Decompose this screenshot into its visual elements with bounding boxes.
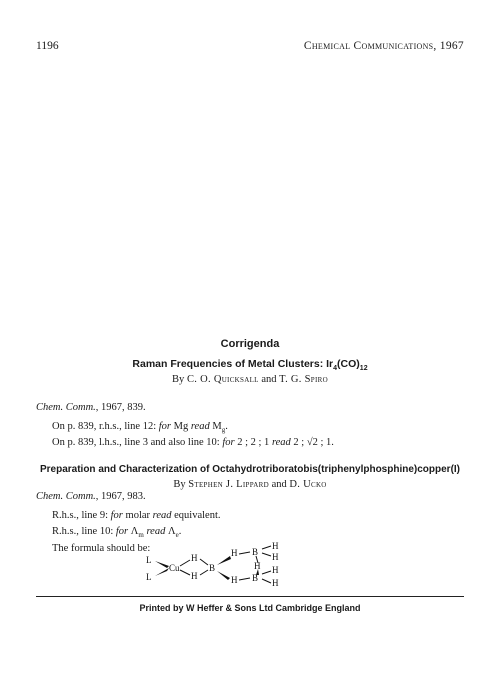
- item1-author2: T. G. Spiro: [279, 374, 328, 385]
- structural-formula: [140, 542, 300, 588]
- bond-b-h4: [217, 571, 230, 580]
- item1-line2-for: for: [222, 437, 235, 448]
- bond-b3-h8: [262, 579, 271, 583]
- item2-line2-post-sub: e: [175, 531, 179, 540]
- item1-line1-for: for: [158, 421, 172, 432]
- bond-h1-b: [200, 559, 208, 565]
- atom-b3: B: [252, 573, 259, 583]
- bond-cu-h2: [180, 570, 190, 575]
- item1-line1-pre: On p. 839, r.h.s., line 12:: [52, 421, 157, 432]
- item2-and: and: [271, 479, 287, 490]
- item1-line2-read: read: [271, 437, 291, 448]
- item2-line2-post: Λ: [167, 526, 176, 537]
- atom-h7: H: [272, 565, 279, 575]
- item2-line2-end: .: [178, 526, 182, 537]
- bond-b-h3: [217, 556, 231, 565]
- item1-and: and: [261, 374, 277, 385]
- item2-line1-pre: R.h.s., line 9:: [52, 510, 109, 521]
- item1-line1-post: M: [212, 421, 222, 432]
- section-title: Corrigenda: [220, 338, 280, 350]
- atom-h1: H: [191, 553, 198, 563]
- item2-citation: [36, 491, 146, 502]
- atom-cu: Cu: [169, 563, 180, 573]
- item1-line2-post: 2 ; √2 ; 1.: [293, 437, 334, 448]
- atom-l2: L: [146, 572, 152, 582]
- item1-citation-rest: , 1967, 839.: [95, 402, 146, 413]
- item1-line2-pre: On p. 839, l.h.s., line 3 and also line 10:: [52, 437, 220, 448]
- item1-author1: C. O. Quicksall: [186, 374, 259, 385]
- item2-title: Preparation and Characterization of Octahydrotriboratobis(triphenylphosphine)copper(I): [39, 464, 461, 475]
- item2-line2-pre: R.h.s., line 10:: [52, 526, 114, 537]
- bond-h3-b2: [239, 552, 250, 554]
- atom-l1: L: [146, 555, 152, 565]
- item1-by: By: [172, 374, 185, 385]
- bond-b2-h6: [262, 553, 271, 556]
- item1-title-sub2: 12: [359, 365, 368, 373]
- formula-intro: The formula should be:: [52, 543, 151, 554]
- item1-line1-mid: Mg: [173, 421, 189, 432]
- item2-line2-read: read: [146, 526, 166, 537]
- atom-h2: H: [191, 571, 198, 581]
- page-number: 1196: [36, 40, 59, 52]
- bond-l2-cu: [155, 568, 169, 576]
- atom-h8: H: [272, 578, 279, 588]
- item1-authors: [0, 374, 500, 385]
- item2-line1-read: read: [152, 510, 172, 521]
- item2-line1-mid: molar: [125, 510, 151, 521]
- bond-cu-h1: [180, 560, 190, 566]
- item2-line1-for: for: [110, 510, 123, 521]
- item1-title-mid: (CO): [337, 358, 360, 370]
- item2-by: By: [173, 479, 186, 490]
- atom-b2: B: [252, 547, 259, 557]
- item1-line1-end: .: [225, 421, 228, 432]
- item2-citation-rest: , 1967, 983.: [95, 491, 146, 502]
- item1-title: [0, 358, 500, 372]
- printer-line: Printed by W Heffer & Sons Ltd Cambridge England: [139, 603, 361, 613]
- item2-line1: [52, 510, 221, 521]
- item2-author1: Stephen J. Lippard: [188, 479, 269, 490]
- footer-rule: [36, 596, 464, 597]
- atom-h4: H: [231, 575, 238, 585]
- item1-line2-mid: 2 ; 2 ; 1: [237, 437, 270, 448]
- item2-line2: [52, 526, 181, 539]
- item1-citation: [36, 402, 146, 413]
- atom-h6: H: [272, 552, 279, 562]
- item2-authors: [0, 479, 500, 490]
- item2-line2-mid: Λ: [130, 526, 139, 537]
- item2-line2-mid-sub: m: [138, 531, 144, 540]
- atom-h9: H: [254, 561, 261, 571]
- item1-line1-sub: g: [221, 426, 226, 435]
- item1-title-main: Raman Frequencies of Metal Clusters: Ir: [132, 358, 334, 370]
- journal-header: Chemical Communications, 1967: [303, 40, 464, 52]
- item1-title-sub1: 4: [333, 365, 338, 373]
- bond-h2-b: [200, 570, 208, 575]
- bond-l1-cu: [155, 561, 169, 568]
- bond-h4-b3: [239, 578, 250, 580]
- item1-line2: [52, 437, 334, 448]
- bond-b2-h5: [262, 546, 271, 549]
- item2-citation-journal: Chem. Comm.: [36, 491, 96, 502]
- item1-citation-journal: Chem. Comm.: [36, 402, 96, 413]
- item2-line2-for: for: [115, 526, 129, 537]
- item1-line1-read: read: [190, 421, 210, 432]
- item2-line1-post: equivalent.: [174, 510, 221, 521]
- atom-b1: B: [209, 563, 216, 573]
- atom-h5: H: [272, 542, 279, 551]
- item2-author2: D. Ucko: [289, 479, 327, 490]
- atom-h3: H: [231, 548, 238, 558]
- bond-b3-h7: [262, 571, 271, 574]
- item1-line1: [52, 421, 228, 434]
